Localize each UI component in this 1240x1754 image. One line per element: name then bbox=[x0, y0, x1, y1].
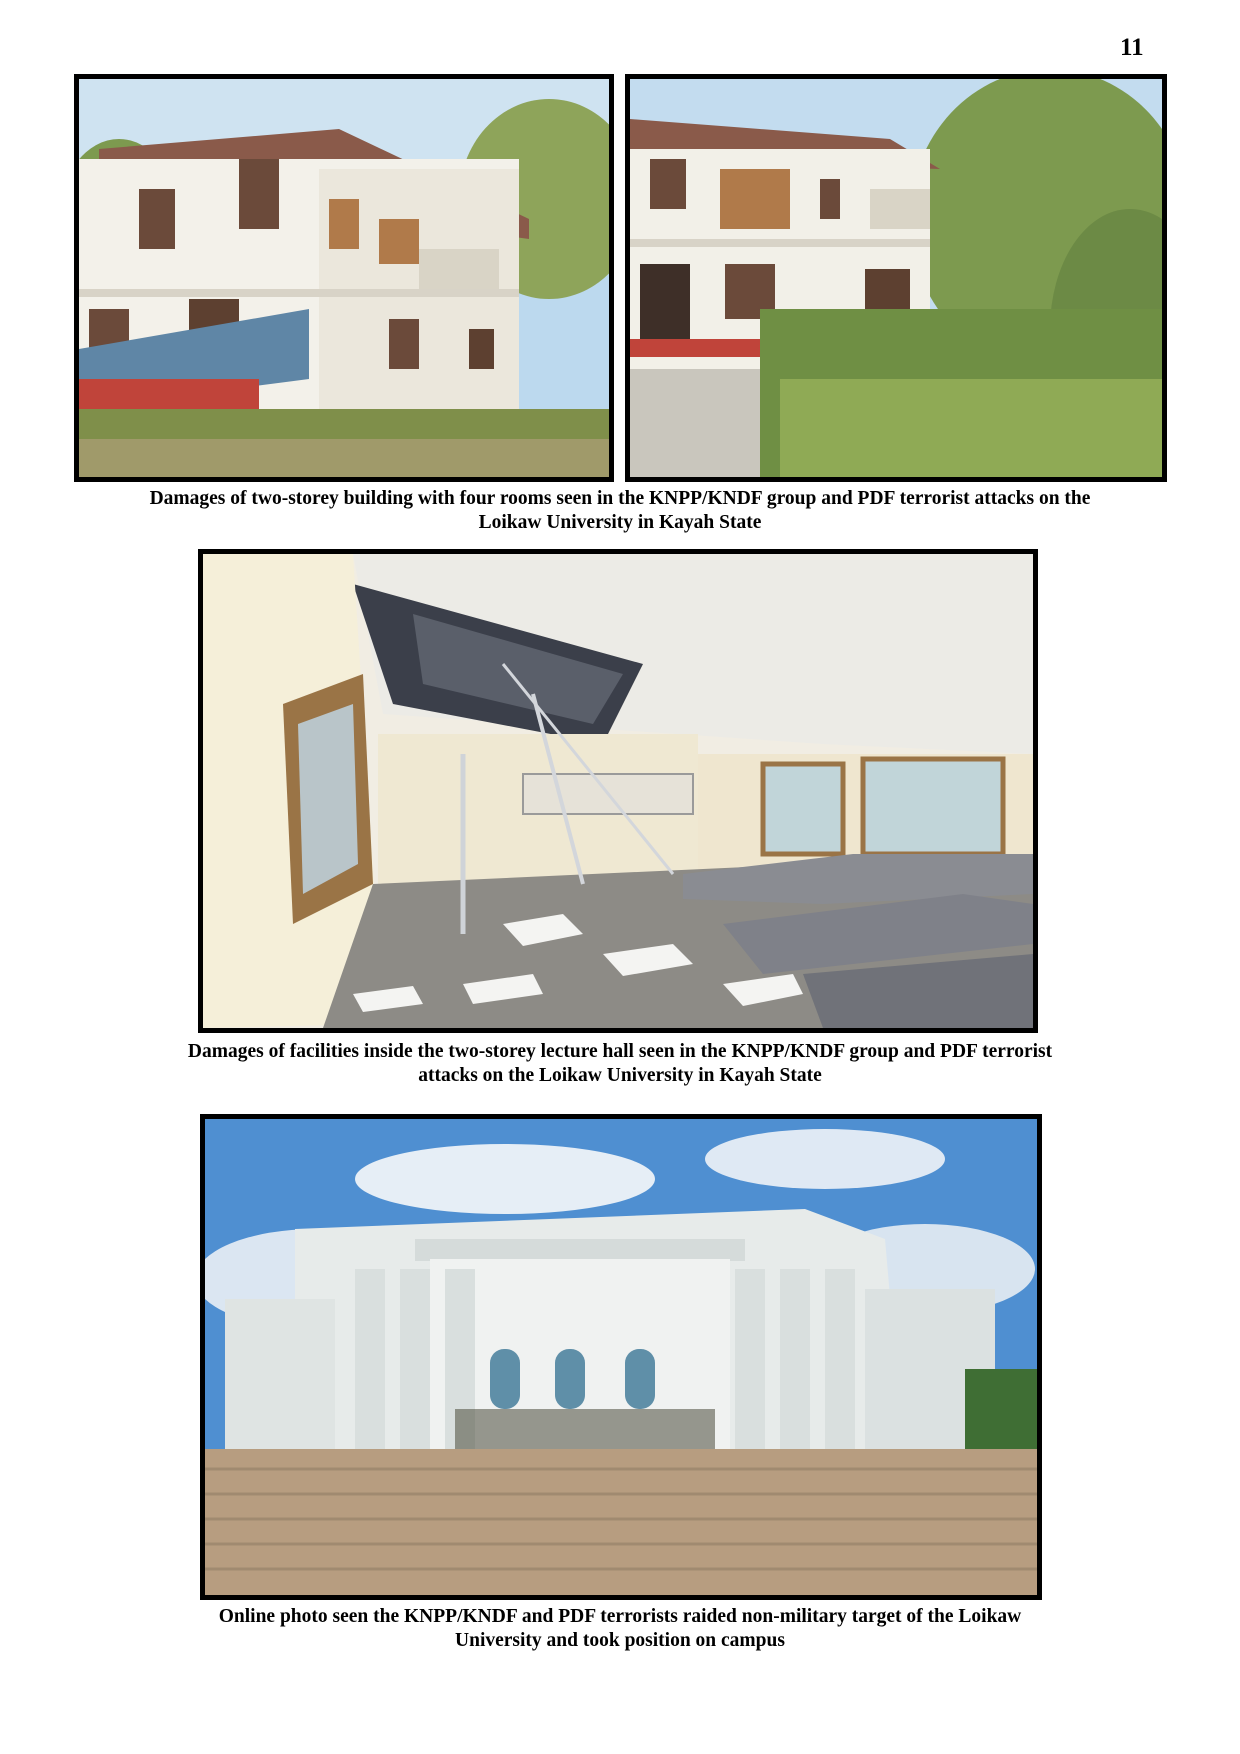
figure-caption-campus bbox=[60, 1605, 1180, 1653]
caption-line: Online photo seen the KNPP/KNDF and PDF terrorists raided non-military target of the Loikaw bbox=[218, 1606, 1022, 1627]
caption-line: University and took position on campus bbox=[455, 1630, 785, 1651]
caption-line: Damages of facilities inside the two-storey lecture hall seen in the KNPP/KNDF group and PDF terrorist bbox=[187, 1041, 1053, 1062]
figure-caption-building bbox=[60, 487, 1180, 535]
photo-campus-building-front bbox=[200, 1114, 1042, 1600]
photo-damaged-building-left bbox=[74, 74, 614, 482]
figure-caption-lecture-hall bbox=[60, 1040, 1180, 1088]
caption-line: attacks on the Loikaw University in Kayah State bbox=[418, 1065, 822, 1086]
photo-damaged-building-right bbox=[625, 74, 1167, 482]
photo-damaged-lecture-hall bbox=[198, 549, 1038, 1033]
caption-line: Loikaw University in Kayah State bbox=[478, 512, 762, 533]
page-number: 11 bbox=[1120, 34, 1144, 61]
caption-line: Damages of two-storey building with four rooms seen in the KNPP/KNDF group and PDF terrorist attacks on the bbox=[149, 488, 1091, 509]
